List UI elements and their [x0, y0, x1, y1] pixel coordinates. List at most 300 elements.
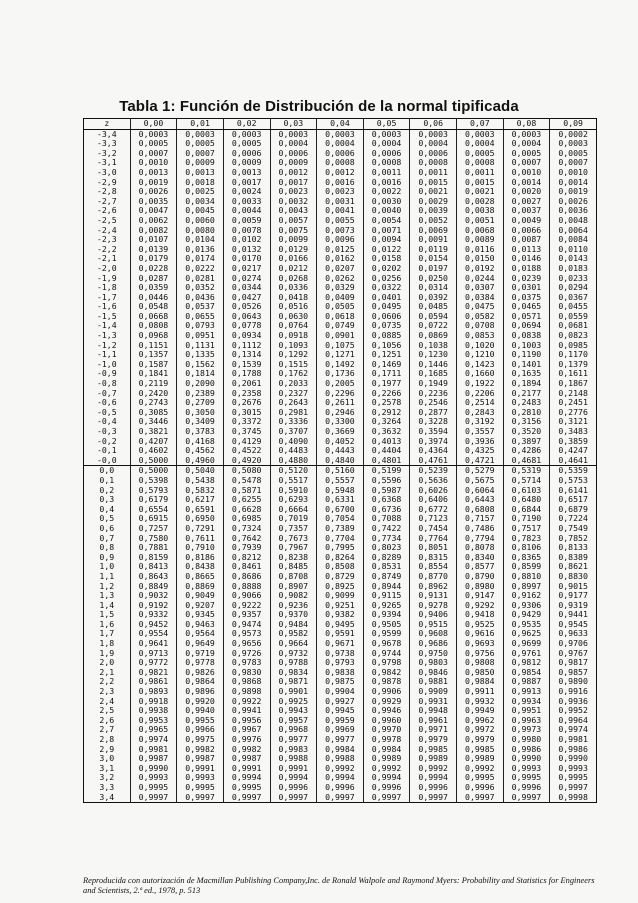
z-value-cell: 2,4: [99, 696, 115, 706]
column-header: 0,09: [550, 119, 597, 130]
probability-cell: 0,0018: [177, 178, 224, 188]
probability-cell: 0,5040: [177, 466, 224, 476]
probability-cell: 0,0044: [223, 206, 270, 216]
probability-cell: 0,1056: [363, 341, 410, 351]
probability-cell: 0,9881: [410, 677, 457, 687]
probability-cell: 0,7611: [177, 534, 224, 544]
normal-distribution-table: [83, 118, 597, 803]
probability-cell: 0,0985: [550, 341, 597, 351]
probability-cell: 0,9192: [130, 601, 177, 611]
probability-cell: 0,9986: [503, 745, 550, 755]
probability-cell: 0,6700: [317, 505, 364, 515]
probability-cell: 0,0003: [317, 129, 364, 139]
z-value-cell: -0,7: [96, 388, 117, 398]
probability-cell: 0,9959: [317, 716, 364, 726]
probability-cell: 0,5557: [317, 476, 364, 486]
probability-cell: 0,3936: [457, 437, 504, 447]
table-row: [84, 446, 597, 456]
probability-cell: 0,2709: [177, 398, 224, 408]
probability-cell: 0,0170: [223, 254, 270, 264]
probability-cell: 0,9978: [363, 735, 410, 745]
probability-cell: 0,9418: [457, 610, 504, 620]
probability-cell: 0,9099: [317, 591, 364, 601]
z-value-cell: 0,1: [99, 475, 115, 485]
probability-cell: 0,2389: [177, 389, 224, 399]
probability-cell: 0,8554: [410, 562, 457, 572]
probability-cell: 0,1003: [503, 341, 550, 351]
probability-cell: 0,1611: [550, 369, 597, 379]
probability-cell: 0,5517: [270, 476, 317, 486]
probability-cell: 0,4168: [177, 437, 224, 447]
z-value-cell: -2,8: [96, 187, 117, 197]
table-row: [84, 139, 597, 149]
table-row: [84, 360, 597, 370]
probability-cell: 0,6591: [177, 505, 224, 515]
probability-cell: 0,1660: [457, 369, 504, 379]
probability-cell: 0,9957: [270, 716, 317, 726]
probability-cell: 0,0384: [457, 293, 504, 303]
z-value-cell: -3,3: [96, 139, 117, 149]
table-row: [84, 350, 597, 360]
probability-cell: 0,0036: [550, 206, 597, 216]
probability-cell: 0,1814: [177, 369, 224, 379]
probability-cell: 0,0005: [550, 149, 597, 159]
probability-cell: 0,0033: [223, 197, 270, 207]
probability-cell: 0,9997: [270, 793, 317, 803]
probability-cell: 0,9970: [363, 725, 410, 735]
probability-cell: 0,9995: [503, 773, 550, 783]
probability-cell: 0,2296: [317, 389, 364, 399]
probability-cell: 0,9306: [503, 601, 550, 611]
probability-cell: 0,5832: [177, 486, 224, 496]
z-value-cell: -2,7: [96, 196, 117, 206]
probability-cell: 0,0002: [550, 129, 597, 139]
table-row: [84, 417, 597, 427]
z-value-cell: 0,6: [99, 523, 115, 533]
probability-cell: 0,9525: [457, 620, 504, 630]
probability-cell: 0,7257: [130, 524, 177, 534]
probability-cell: 0,9625: [503, 629, 550, 639]
probability-cell: 0,0110: [550, 245, 597, 255]
probability-cell: 0,9972: [457, 725, 504, 735]
probability-cell: 0,7389: [317, 524, 364, 534]
table-row: [84, 706, 597, 716]
probability-cell: 0,9995: [177, 783, 224, 793]
probability-cell: 0,9177: [550, 591, 597, 601]
probability-cell: 0,3300: [317, 417, 364, 427]
probability-cell: 0,0722: [410, 321, 457, 331]
probability-cell: 0,9974: [130, 735, 177, 745]
probability-cell: 0,9793: [317, 658, 364, 668]
probability-cell: 0,8289: [363, 553, 410, 563]
probability-cell: 0,0212: [270, 264, 317, 274]
probability-cell: 0,9890: [550, 677, 597, 687]
column-header: 0,04: [317, 119, 364, 130]
probability-cell: 0,9994: [317, 773, 364, 783]
probability-cell: 0,9927: [317, 697, 364, 707]
probability-cell: 0,2148: [550, 389, 597, 399]
z-value-cell: 1,3: [99, 591, 115, 601]
probability-cell: 0,0073: [317, 226, 364, 236]
probability-cell: 0,9394: [363, 610, 410, 620]
table-row: [84, 369, 597, 379]
probability-cell: 0,9904: [317, 687, 364, 697]
probability-cell: 0,9985: [457, 745, 504, 755]
probability-cell: 0,0006: [363, 149, 410, 159]
probability-cell: 0,0039: [410, 206, 457, 216]
table-row: [84, 582, 597, 592]
probability-cell: 0,0017: [270, 178, 317, 188]
table-row: [84, 764, 597, 774]
probability-cell: 0,9370: [270, 610, 317, 620]
z-value-cell: 3,1: [99, 763, 115, 773]
probability-cell: 0,4880: [270, 456, 317, 466]
probability-cell: 0,5319: [503, 466, 550, 476]
z-value-cell: -2,0: [96, 263, 117, 273]
probability-cell: 0,0537: [177, 302, 224, 312]
probability-cell: 0,9977: [270, 735, 317, 745]
probability-cell: 0,1894: [503, 379, 550, 389]
probability-cell: 0,6217: [177, 495, 224, 505]
probability-cell: 0,6628: [223, 505, 270, 515]
probability-cell: 0,9332: [130, 610, 177, 620]
table-row: [84, 601, 597, 611]
probability-cell: 0,0051: [457, 216, 504, 226]
z-value-cell: 0,2: [99, 485, 115, 495]
probability-cell: 0,5871: [223, 486, 270, 496]
probability-cell: 0,7852: [550, 534, 597, 544]
probability-cell: 0,2810: [503, 408, 550, 418]
probability-cell: 0,9938: [130, 706, 177, 716]
probability-cell: 0,3050: [177, 408, 224, 418]
probability-cell: 0,9842: [363, 668, 410, 678]
probability-cell: 0,0010: [503, 168, 550, 178]
table-row: [84, 331, 597, 341]
probability-cell: 0,0011: [457, 168, 504, 178]
probability-cell: 0,9834: [270, 668, 317, 678]
probability-cell: 0,5987: [363, 486, 410, 496]
probability-cell: 0,0122: [363, 245, 410, 255]
probability-cell: 0,0174: [177, 254, 224, 264]
probability-cell: 0,0019: [130, 178, 177, 188]
probability-cell: 0,1314: [223, 350, 270, 360]
z-value-cell: 3,4: [99, 792, 115, 802]
probability-cell: 0,9994: [363, 773, 410, 783]
probability-cell: 0,5359: [550, 466, 597, 476]
probability-cell: 0,0019: [550, 187, 597, 197]
z-value-cell: 2,8: [99, 735, 115, 744]
probability-cell: 0,0003: [130, 129, 177, 139]
probability-cell: 0,2743: [130, 398, 177, 408]
probability-cell: 0,7123: [410, 514, 457, 524]
probability-cell: 0,0005: [457, 149, 504, 159]
probability-cell: 0,8264: [317, 553, 364, 563]
table-row: [84, 389, 597, 399]
table-row: [84, 591, 597, 601]
probability-cell: 0,0013: [177, 168, 224, 178]
probability-cell: 0,2090: [177, 379, 224, 389]
probability-cell: 0,9082: [270, 591, 317, 601]
probability-cell: 0,8159: [130, 553, 177, 563]
probability-cell: 0,5199: [363, 466, 410, 476]
probability-cell: 0,9429: [503, 610, 550, 620]
probability-cell: 0,8621: [550, 562, 597, 572]
z-value-cell: 0,0: [99, 465, 115, 476]
probability-cell: 0,9251: [317, 601, 364, 611]
table-row: [84, 639, 597, 649]
probability-cell: 0,3859: [550, 437, 597, 447]
probability-cell: 0,3372: [223, 417, 270, 427]
probability-cell: 0,8508: [317, 562, 364, 572]
table-row: [84, 283, 597, 293]
probability-cell: 0,3336: [270, 417, 317, 427]
probability-cell: 0,1788: [223, 369, 270, 379]
table-row: [84, 245, 597, 255]
probability-cell: 0,0901: [317, 331, 364, 341]
probability-cell: 0,0087: [503, 235, 550, 245]
probability-cell: 0,0027: [503, 197, 550, 207]
probability-cell: 0,0630: [270, 312, 317, 322]
table-row: [84, 274, 597, 284]
probability-cell: 0,9991: [270, 764, 317, 774]
probability-cell: 0,7486: [457, 524, 504, 534]
table-row: [84, 149, 597, 159]
probability-cell: 0,9979: [457, 735, 504, 745]
probability-cell: 0,4325: [457, 446, 504, 456]
probability-cell: 0,0495: [363, 302, 410, 312]
probability-cell: 0,1075: [317, 341, 364, 351]
table-row: [84, 206, 597, 216]
probability-cell: 0,0043: [270, 206, 317, 216]
probability-cell: 0,4960: [177, 456, 224, 466]
probability-cell: 0,0526: [223, 302, 270, 312]
z-value-cell: 2,5: [99, 706, 115, 716]
probability-cell: 0,6844: [503, 505, 550, 515]
probability-cell: 0,0505: [317, 302, 364, 312]
z-value-cell: 2,3: [99, 687, 115, 697]
probability-cell: 0,9996: [457, 783, 504, 793]
probability-cell: 0,5239: [410, 466, 457, 476]
table-row: [84, 158, 597, 168]
probability-cell: 0,0606: [363, 312, 410, 322]
probability-cell: 0,9964: [550, 716, 597, 726]
probability-cell: 0,0064: [550, 226, 597, 236]
z-value-cell: -2,1: [96, 254, 117, 264]
probability-cell: 0,0011: [410, 168, 457, 178]
probability-cell: 0,6331: [317, 495, 364, 505]
probability-cell: 0,0233: [550, 274, 597, 284]
probability-cell: 0,9896: [177, 687, 224, 697]
probability-cell: 0,3974: [410, 437, 457, 447]
probability-cell: 0,9992: [317, 764, 364, 774]
probability-cell: 0,0047: [130, 206, 177, 216]
z-value-cell: 2,2: [99, 677, 115, 687]
probability-cell: 0,9738: [317, 649, 364, 659]
table-row: [84, 495, 597, 505]
probability-cell: 0,0089: [457, 235, 504, 245]
column-header: 0,02: [223, 119, 270, 130]
probability-cell: 0,0009: [270, 158, 317, 168]
probability-cell: 0,9778: [177, 658, 224, 668]
z-value-cell: -3,1: [96, 158, 117, 168]
probability-cell: 0,0008: [317, 158, 364, 168]
probability-cell: 0,2061: [223, 379, 270, 389]
probability-cell: 0,0045: [177, 206, 224, 216]
probability-cell: 0,0007: [503, 158, 550, 168]
z-value-cell: -3,0: [96, 167, 117, 177]
probability-cell: 0,2877: [410, 408, 457, 418]
probability-cell: 0,0026: [130, 187, 177, 197]
probability-cell: 0,9918: [130, 697, 177, 707]
probability-cell: 0,1562: [177, 360, 224, 370]
table-row: [84, 302, 597, 312]
probability-cell: 0,1539: [223, 360, 270, 370]
probability-cell: 0,2033: [270, 379, 317, 389]
probability-cell: 0,0091: [410, 235, 457, 245]
probability-cell: 0,0010: [550, 168, 597, 178]
probability-cell: 0,8531: [363, 562, 410, 572]
probability-cell: 0,6406: [410, 495, 457, 505]
probability-cell: 0,0307: [457, 283, 504, 293]
probability-cell: 0,0951: [177, 331, 224, 341]
probability-cell: 0,2206: [457, 389, 504, 399]
probability-cell: 0,9941: [223, 706, 270, 716]
probability-cell: 0,9931: [410, 697, 457, 707]
probability-cell: 0,0021: [410, 187, 457, 197]
probability-cell: 0,8749: [363, 572, 410, 582]
z-value-cell: 2,6: [99, 715, 115, 725]
probability-cell: 0,5714: [503, 476, 550, 486]
probability-cell: 0,0287: [130, 274, 177, 284]
probability-cell: 0,6664: [270, 505, 317, 515]
probability-cell: 0,0708: [457, 321, 504, 331]
probability-cell: 0,9582: [270, 629, 317, 639]
probability-cell: 0,1190: [503, 350, 550, 360]
z-value-cell: -2,4: [96, 225, 117, 235]
probability-cell: 0,0918: [270, 331, 317, 341]
probability-cell: 0,0314: [410, 283, 457, 293]
probability-cell: 0,9671: [317, 639, 364, 649]
probability-cell: 0,0262: [317, 274, 364, 284]
probability-cell: 0,1271: [317, 350, 364, 360]
probability-cell: 0,9767: [550, 649, 597, 659]
probability-cell: 0,9761: [503, 649, 550, 659]
table-row: [84, 226, 597, 236]
probability-cell: 0,8461: [223, 562, 270, 572]
probability-cell: 0,9994: [270, 773, 317, 783]
table-row: [84, 745, 597, 755]
probability-cell: 0,4761: [410, 456, 457, 466]
z-value-cell: -1,3: [96, 331, 117, 341]
table-row: [84, 610, 597, 620]
probability-cell: 0,0793: [177, 321, 224, 331]
probability-cell: 0,3121: [550, 417, 597, 427]
probability-cell: 0,1762: [270, 369, 317, 379]
probability-cell: 0,5398: [130, 476, 177, 486]
probability-cell: 0,8599: [503, 562, 550, 572]
probability-cell: 0,7995: [317, 543, 364, 553]
probability-cell: 0,9996: [410, 783, 457, 793]
probability-cell: 0,8365: [503, 553, 550, 563]
probability-cell: 0,0116: [457, 245, 504, 255]
probability-cell: 0,9678: [363, 639, 410, 649]
probability-cell: 0,2578: [363, 398, 410, 408]
probability-cell: 0,9974: [550, 725, 597, 735]
probability-cell: 0,0055: [317, 216, 364, 226]
probability-cell: 0,0068: [457, 226, 504, 236]
probability-cell: 0,0014: [550, 178, 597, 188]
probability-cell: 0,9906: [363, 687, 410, 697]
probability-cell: 0,0037: [503, 206, 550, 216]
probability-cell: 0,1335: [177, 350, 224, 360]
probability-cell: 0,2358: [223, 389, 270, 399]
probability-cell: 0,9049: [177, 591, 224, 601]
probability-cell: 0,0146: [503, 254, 550, 264]
probability-cell: 0,6064: [457, 486, 504, 496]
probability-cell: 0,7454: [410, 524, 457, 534]
probability-cell: 0,7580: [130, 534, 177, 544]
probability-cell: 0,0401: [363, 293, 410, 303]
probability-cell: 0,9854: [503, 668, 550, 678]
probability-cell: 0,7734: [363, 534, 410, 544]
probability-cell: 0,9997: [177, 793, 224, 803]
probability-cell: 0,7190: [503, 514, 550, 524]
probability-cell: 0,9996: [363, 783, 410, 793]
probability-cell: 0,9989: [363, 754, 410, 764]
probability-cell: 0,9641: [130, 639, 177, 649]
probability-cell: 0,8962: [410, 582, 457, 592]
probability-cell: 0,0059: [223, 216, 270, 226]
probability-cell: 0,9345: [177, 610, 224, 620]
probability-cell: 0,1093: [270, 341, 317, 351]
probability-cell: 0,9946: [363, 706, 410, 716]
probability-cell: 0,9817: [550, 658, 597, 668]
probability-cell: 0,9406: [410, 610, 457, 620]
probability-cell: 0,9955: [177, 716, 224, 726]
probability-cell: 0,9441: [550, 610, 597, 620]
probability-cell: 0,1469: [363, 360, 410, 370]
probability-cell: 0,2005: [317, 379, 364, 389]
probability-cell: 0,0322: [363, 283, 410, 293]
probability-cell: 0,9265: [363, 601, 410, 611]
probability-cell: 0,3446: [130, 417, 177, 427]
probability-cell: 0,0099: [270, 235, 317, 245]
probability-cell: 0,0228: [130, 264, 177, 274]
probability-cell: 0,9987: [130, 754, 177, 764]
probability-cell: 0,9726: [223, 649, 270, 659]
table-row: [84, 486, 597, 496]
probability-cell: 0,9909: [410, 687, 457, 697]
probability-cell: 0,7088: [363, 514, 410, 524]
probability-cell: 0,9952: [550, 706, 597, 716]
probability-cell: 0,4129: [223, 437, 270, 447]
probability-cell: 0,7642: [223, 534, 270, 544]
probability-cell: 0,9484: [270, 620, 317, 630]
probability-cell: 0,9969: [317, 725, 364, 735]
z-value-cell: 3,2: [99, 773, 115, 783]
probability-cell: 0,9997: [410, 793, 457, 803]
probability-cell: 0,9963: [503, 716, 550, 726]
probability-cell: 0,5636: [410, 476, 457, 486]
probability-cell: 0,5948: [317, 486, 364, 496]
probability-cell: 0,9971: [410, 725, 457, 735]
probability-cell: 0,9925: [270, 697, 317, 707]
probability-cell: 0,9719: [177, 649, 224, 659]
probability-cell: 0,7704: [317, 534, 364, 544]
probability-cell: 0,7157: [457, 514, 504, 524]
probability-cell: 0,0268: [270, 274, 317, 284]
table-row: [84, 312, 597, 322]
